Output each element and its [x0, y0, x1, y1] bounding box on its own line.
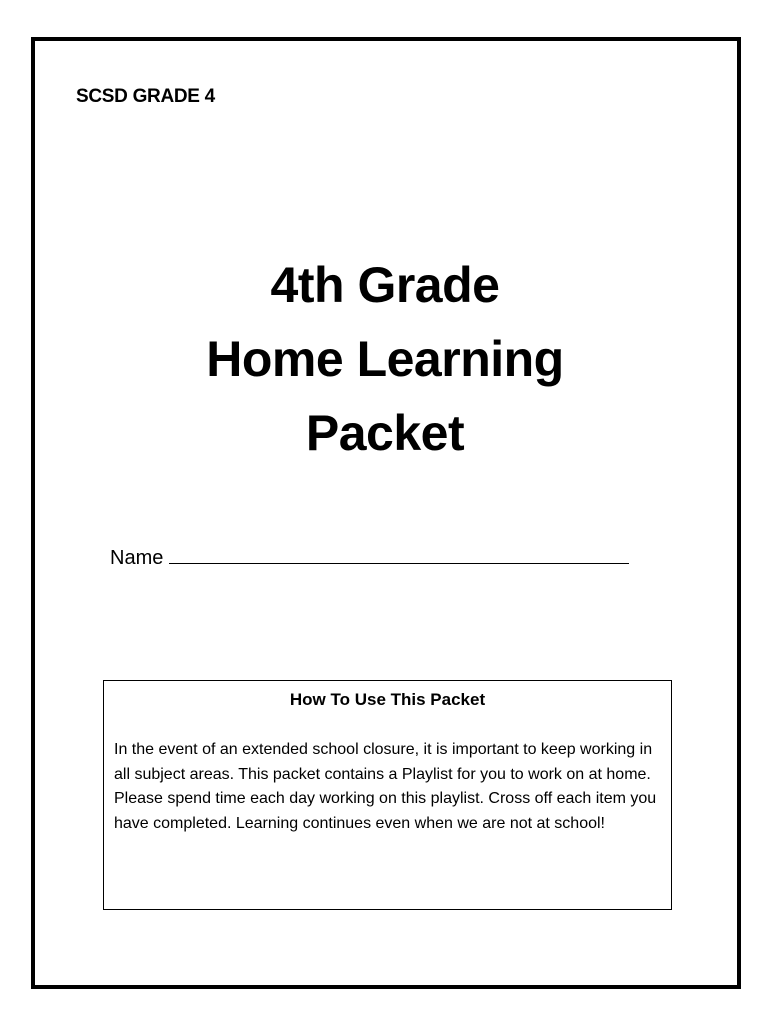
- title-line-2: Home Learning: [206, 331, 564, 387]
- name-label: Name: [110, 547, 164, 569]
- packet-title: [0, 248, 770, 470]
- district-grade-label: SCSD GRADE 4: [76, 86, 215, 107]
- how-to-use-instructions: In the event of an extended school closure, it is important to keep working in all subject areas. This packet contains a Playlist for you to work on at home. Please spend time each day working on this playlist. Cross off each item you have completed. Learning continues even when we are not at school!: [114, 741, 657, 832]
- title-line-3: Packet: [305, 405, 465, 461]
- name-field: [110, 543, 629, 570]
- name-blank-line: [169, 543, 629, 564]
- title-line-1: 4th Grade: [270, 257, 500, 313]
- how-to-use-heading: How To Use This Packet: [289, 690, 486, 709]
- how-to-use-box: [103, 680, 672, 910]
